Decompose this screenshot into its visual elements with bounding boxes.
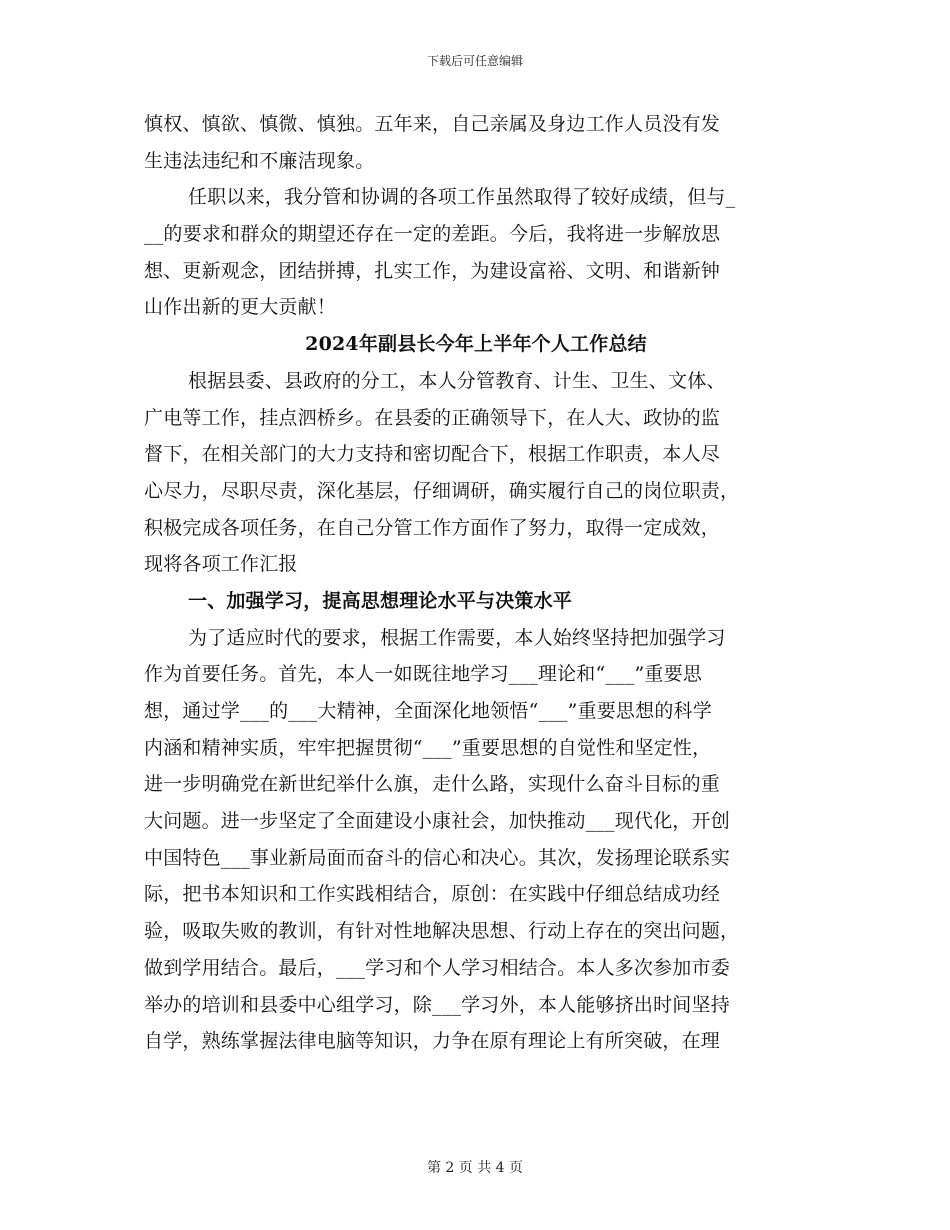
paragraph-start-line: 为了适应时代的要求，根据工作需要，本人始终坚持把加强学习: [188, 626, 726, 649]
section-title: 2024年副县长今年上半年个人工作总结: [305, 333, 647, 356]
text-line: 作为首要任务。首先，本人一如既往地学习___理论和“___”重要思: [144, 663, 703, 686]
text-line: 积极完成各项任务，在自己分管工作方面作了努力，取得一定成效，: [144, 516, 721, 539]
text-line: 大问题。进一步坚定了全面建设小康社会，加快推动___现代化，开创: [144, 810, 730, 833]
paragraph-start-line: 任职以来，我分管和协调的各项工作虽然取得了较好成绩，但与_: [188, 186, 736, 209]
text-line: 心尽力，尽职尽责，深化基层，仔细调研，确实履行自己的岗位职责，: [144, 479, 740, 502]
text-line: 广电等工作，挂点泗桥乡。在县委的正确领导下，在人大、政协的监: [144, 406, 721, 429]
paragraph-start-line: 根据县委、县政府的分工，本人分管教育、计生、卫生、文体、: [188, 369, 726, 392]
document-body: [144, 106, 808, 1060]
text-line: __的要求和群众的期望还存在一定的差距。今后，我将进一步解放思: [144, 223, 721, 246]
text-line: 做到学用结合。最后，___学习和个人学习相结合。本人多次参加市委: [144, 956, 730, 979]
text-line: 督下，在相关部门的大力支持和密切配合下，根据工作职责，本人尽: [144, 443, 721, 466]
text-line: 举办的培训和县委中心组学习，除___学习外，本人能够挤出时间坚持: [144, 993, 730, 1016]
page-footer: 第 2 页 共 4 页: [426, 1160, 524, 1176]
text-line: 山作出新的更大贡献！: [144, 296, 337, 319]
text-line: 自学，熟练掌握法律电脑等知识，力争在原有理论上有所突破，在理: [144, 1030, 721, 1053]
text-line: 验，吸取失败的教训，有针对性地解决思想、行动上存在的突出问题，: [144, 920, 740, 943]
text-line: 际，把书本知识和工作实践相结合，原创：在实践中仔细总结成功经: [144, 883, 721, 906]
text-line: 内涵和精神实质，牢牢把握贯彻“___”重要思想的自觉性和坚定性，: [144, 736, 712, 759]
subsection-heading: 一、加强学习，提高思想理论水平与决策水平: [188, 589, 573, 612]
page-header: 下载后可任意编辑: [426, 54, 523, 68]
text-line: 进一步明确党在新世纪举什么旗，走什么路，实现什么奋斗目标的重: [144, 773, 721, 796]
text-line: 现将各项工作汇报: [144, 553, 298, 576]
text-line: 想，通过学___的___大精神，全面深化地领悟“___”重要思想的科学: [144, 700, 712, 722]
text-line: 想、更新观念，团结拼搏，扎实工作，为建设富裕、文明、和谐新钟: [144, 259, 721, 282]
text-line: 生违法违纪和不廉洁现象。: [144, 149, 375, 172]
text-line: 中国特色___事业新局面而奋斗的信心和决心。其次，发扬理论联系实: [144, 846, 730, 869]
text-line: 慎权、慎欲、慎微、慎独。五年来，自己亲属及身边工作人员没有发: [144, 113, 721, 135]
